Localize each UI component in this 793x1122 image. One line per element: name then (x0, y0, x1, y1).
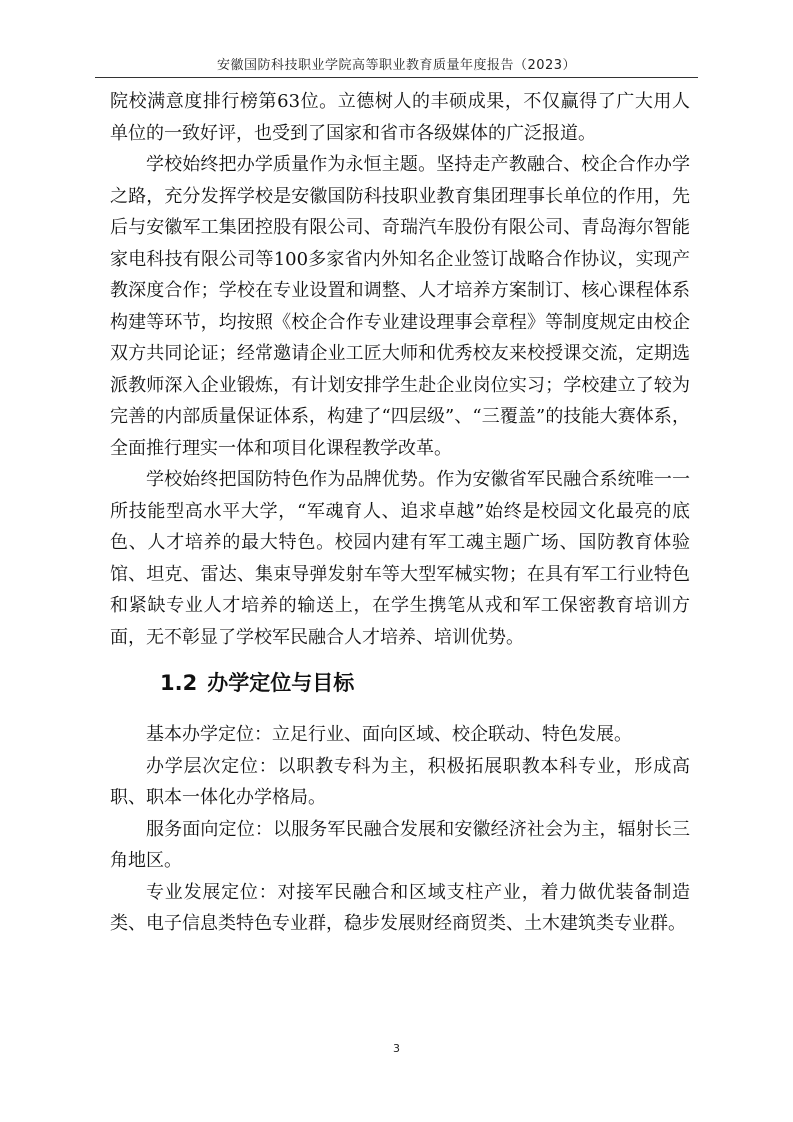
section-heading (110, 667, 690, 699)
paragraph-service-positioning: 服务面向定位：以服务军民融合发展和安徽经济社会为主，辐射长三角地区。 (110, 818, 690, 871)
page-number: 3 (393, 1042, 400, 1055)
paragraph-defense-feature: 学校始终把国防特色作为品牌优势。作为安徽省军民融合系统唯一一所技能型高水平大学，“军魂育人、追求卓越”始终是校园文化最亮的底色、人才培养的最大特色。校园内建有军工魂主题广场、国防教育体验馆、坦克、雷达、集束导弹发射车等大型军械实物；在具有军工行业特色和紧缺专业人才培养的输送上，在学生携笔从戎和军工保密教育培训方面，无不彰显了学校军民融合人才培养、培训优势。 (110, 469, 690, 648)
paragraph-level-positioning: 办学层次定位：以职教专科为主，积极拓展职教本科专业，形成高职、职本一体化办学格局。 (110, 755, 690, 808)
section-title: 办学定位与目标 (207, 671, 355, 695)
page-body (110, 86, 690, 940)
paragraph-quality: 学校始终把办学质量作为永恒主题。坚持走产教融合、校企合作办学之路，充分发挥学校是安徽国防科技职业教育集团理事长单位的作用，先后与安徽军工集团控股有限公司、奇瑞汽车股份有限公司、青岛海尔智能家电科技有限公司等100多家省内外知名企业签订战略合作协议，实现产教深度合作；学校在专业设置和调整、人才培养方案制订、核心课程体系构建等环节，均按照《校企合作专业建设理事会章程》等制度规定由校企双方共同论证；经常邀请企业工匠大师和优秀校友来校授课交流，定期选派教师深入企业锻炼，有计划安排学生赴企业岗位实习；学校建立了较为完善的内部质量保证体系，构建了“四层级”、“三覆盖”的技能大赛体系，全面推行理实一体和项目化课程教学改革。 (110, 154, 690, 459)
section-number: 1.2 (160, 671, 198, 695)
paragraph-continuation: 院校满意度排行榜第63位。立德树人的丰硕成果，不仅赢得了广大用人单位的一致好评，也受到了国家和省市各级媒体的广泛报道。 (110, 91, 690, 144)
running-header: 安徽国防科技职业学院高等职业教育质量年度报告（2023） (216, 58, 577, 73)
paragraph-major-positioning: 专业发展定位：对接军民融合和区域支柱产业，着力做优装备制造类、电子信息类特色专业群，稳步发展财经商贸类、土木建筑类专业群。 (110, 881, 690, 934)
paragraph-basic-positioning: 基本办学定位：立足行业、面向区域、校企联动、特色发展。 (146, 724, 632, 745)
header-rule (95, 77, 698, 78)
